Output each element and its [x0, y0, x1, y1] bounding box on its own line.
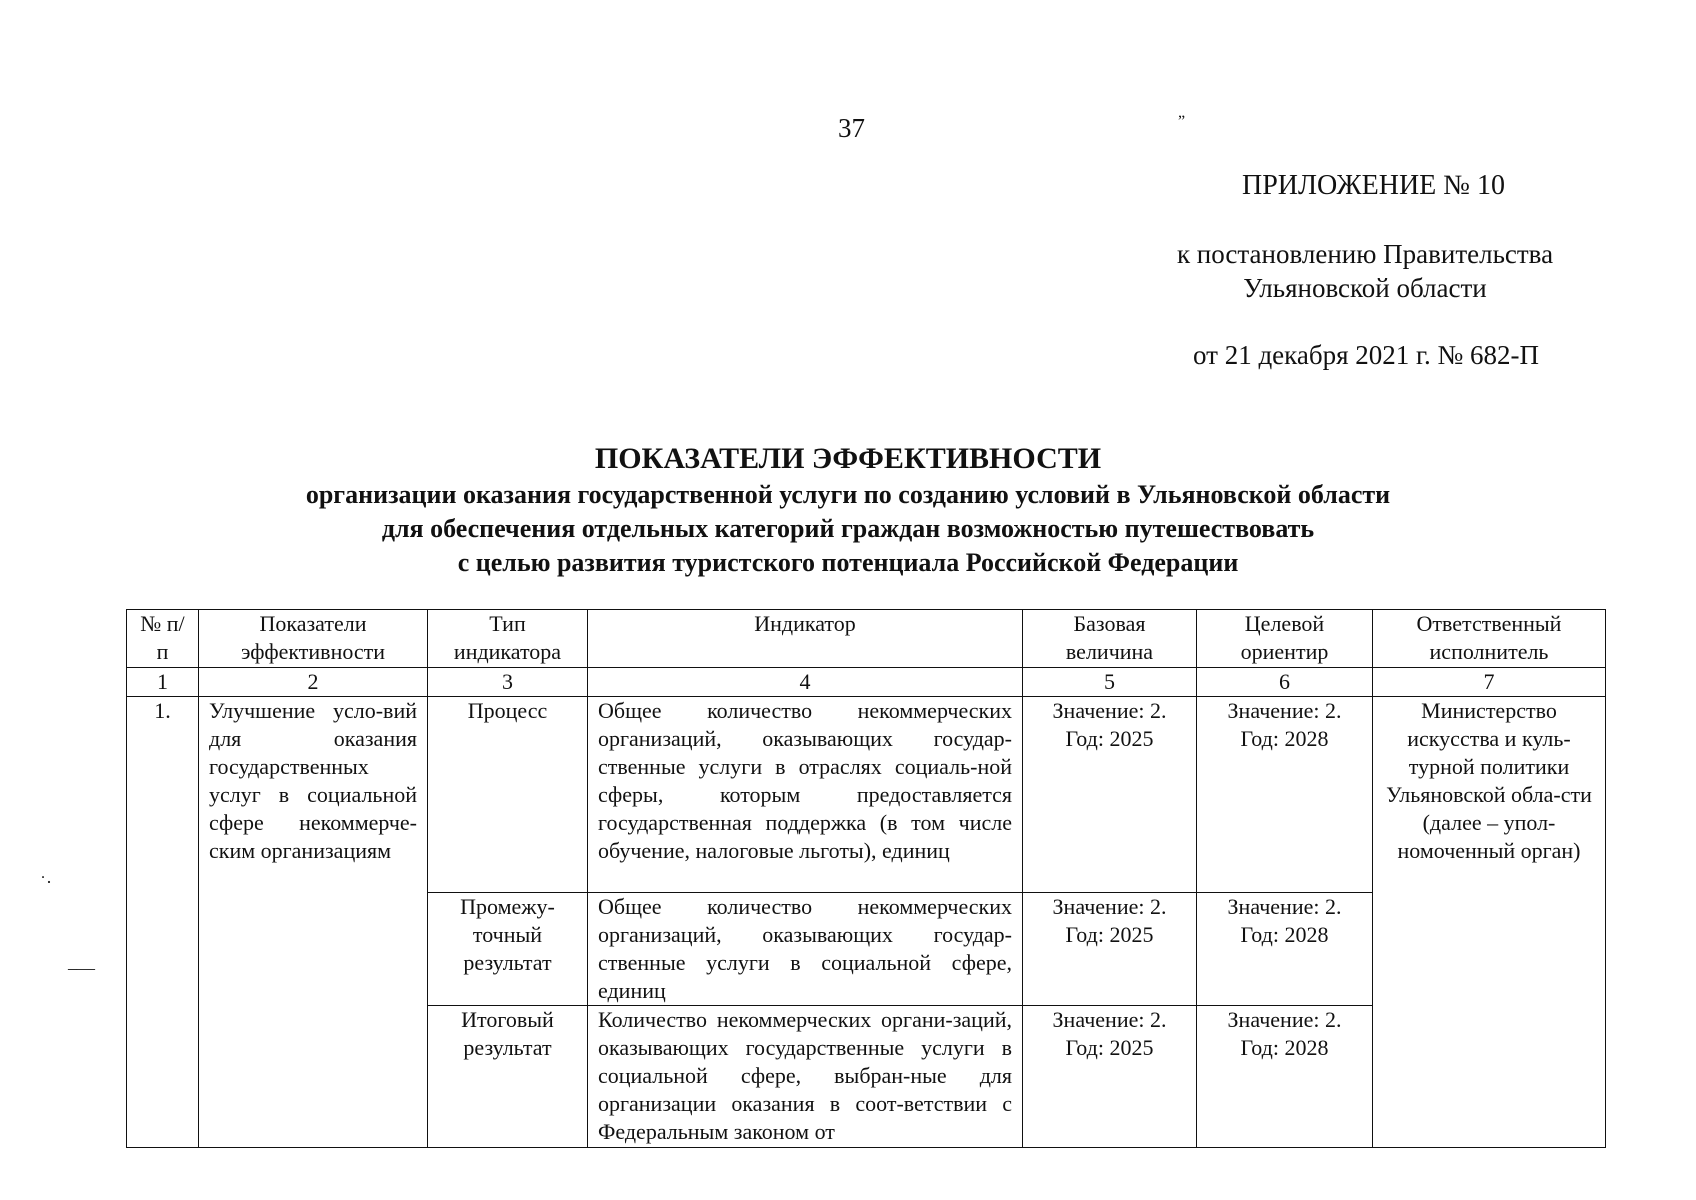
indicator-text: Общее количество некоммерческих организаций, оказывающих государ-ственные услуги в отраслях социаль-ной сферы, которым предоставляется государственная поддержка (в том числе обучение, налоговые льготы), единиц — [588, 697, 1023, 893]
indicators-table — [126, 609, 1606, 1148]
indicator-name: Улучшение усло-вий для оказания государственных услуг в социальной сфере некоммерче-ским организациям — [199, 697, 428, 1148]
indicator-type: Процесс — [428, 697, 588, 893]
base-value: Значение: 2. — [1052, 894, 1167, 919]
column-number: 5 — [1023, 668, 1197, 697]
column-number: 1 — [127, 668, 199, 697]
base-value-cell — [1023, 697, 1197, 893]
decree-line: к постановлению Правительства — [1176, 239, 1554, 269]
column-number-row — [127, 668, 1606, 697]
base-value: Значение: 2. — [1052, 1007, 1167, 1032]
column-header: № п/п — [127, 610, 199, 668]
indicator-text: Общее количество некоммерческих организаций, оказывающих государ-ственные услуги в социальной сфере, единиц — [588, 893, 1023, 1006]
stray-mark: ˙· — [40, 872, 52, 892]
target-value: Значение: 2. — [1227, 698, 1342, 723]
indicator-type: Промежу-точный результат — [428, 893, 588, 1006]
appendix-label: ПРИЛОЖЕНИЕ № 10 — [1242, 170, 1505, 201]
decree-date: от 21 декабря 2021 г. № 682-П — [1193, 340, 1540, 370]
target-value-cell — [1197, 697, 1373, 893]
column-header: Тип индикатора — [428, 610, 588, 668]
column-number: 2 — [199, 668, 428, 697]
row-number: 1. — [127, 697, 199, 1148]
responsible-executor: Министерство искусства и куль-турной политики Ульяновской обла-сти (далее – упол-номоченный орган) — [1373, 697, 1606, 1148]
page-number: 37 — [838, 113, 865, 143]
decree-reference — [1150, 237, 1580, 305]
target-value: Значение: 2. — [1227, 1007, 1342, 1032]
column-header: Показатели эффективности — [199, 610, 428, 668]
column-header: Индикатор — [588, 610, 1023, 668]
stray-mark: ” — [1178, 113, 1186, 130]
base-year: Год: 2025 — [1065, 1035, 1154, 1060]
column-number: 6 — [1197, 668, 1373, 697]
indicator-text: Количество некоммерческих органи-заций, оказывающих государственные услуги в социальной сфере, выбран-ные для организации оказания в соот-ветствии с Федеральным законом от — [588, 1006, 1023, 1148]
column-number: 3 — [428, 668, 588, 697]
column-header: Базовая величина — [1023, 610, 1197, 668]
title-line: с целью развития туристского потенциала Российской Федерации — [457, 548, 1239, 577]
column-header: Ответственный исполнитель — [1373, 610, 1606, 668]
base-value-cell — [1023, 893, 1197, 1006]
target-year: Год: 2028 — [1240, 1035, 1329, 1060]
base-value: Значение: 2. — [1052, 698, 1167, 723]
table-row — [127, 697, 1606, 893]
target-year: Год: 2028 — [1240, 726, 1329, 751]
target-value-cell — [1197, 1006, 1373, 1148]
target-year: Год: 2028 — [1240, 922, 1329, 947]
title-line: для обеспечения отдельных категорий граждан возможностью путешествовать — [381, 514, 1315, 543]
title-line: организации оказания государственной услуги по созданию условий в Ульяновской области — [305, 480, 1391, 509]
target-value-cell — [1197, 893, 1373, 1006]
column-header: Целевой ориентир — [1197, 610, 1373, 668]
base-year: Год: 2025 — [1065, 922, 1154, 947]
base-value-cell — [1023, 1006, 1197, 1148]
column-number: 7 — [1373, 668, 1606, 697]
title-main: ПОКАЗАТЕЛИ ЭФФЕКТИВНОСТИ — [594, 442, 1102, 475]
target-value: Значение: 2. — [1227, 894, 1342, 919]
document-title — [150, 440, 1546, 580]
indicator-type: Итоговый результат — [428, 1006, 588, 1148]
base-year: Год: 2025 — [1065, 726, 1154, 751]
decree-line: Ульяновской области — [1243, 273, 1487, 303]
stray-mark: –— — [68, 958, 95, 978]
table-header-row — [127, 610, 1606, 668]
column-number: 4 — [588, 668, 1023, 697]
